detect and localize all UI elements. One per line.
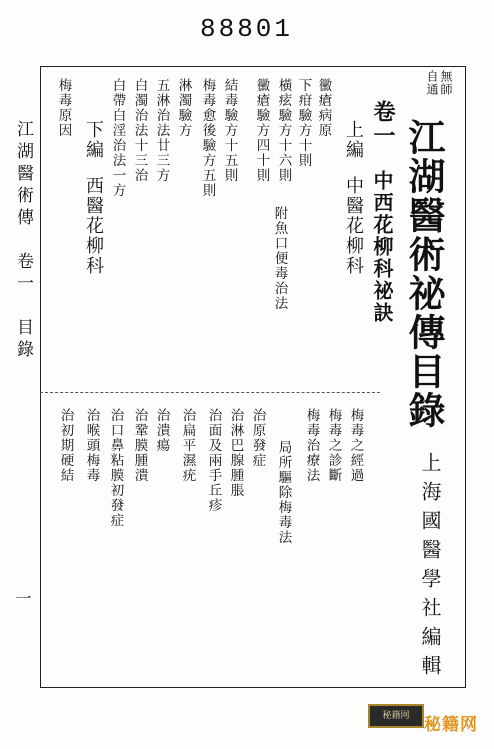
document-title: 江湖醫術祕傳目錄 xyxy=(402,118,446,430)
toc-item: 治扁平濕疣 xyxy=(179,408,196,483)
toc-item: 五淋治法廿三方 xyxy=(153,78,170,183)
upper-part-title: 中醫花柳科 xyxy=(343,176,364,276)
watermark: 秘籍网 xyxy=(424,715,478,735)
author-line1: 無師 xyxy=(439,70,453,96)
appendix-note: 附魚口便毒治法 xyxy=(271,206,288,311)
stamp-logo: 秘籍网 xyxy=(368,704,424,728)
page-number: 88801 xyxy=(200,14,294,44)
toc-item: 治口鼻粘膜初發症 xyxy=(107,408,124,528)
toc-item: 局所驅除梅毒法 xyxy=(275,440,292,545)
toc-item: 治潰瘍 xyxy=(153,408,170,453)
toc-item: 梅毒治療法 xyxy=(303,408,320,483)
toc-item: 治淋巴腺腫脹 xyxy=(227,408,244,498)
side-mark: 一 xyxy=(13,590,32,606)
toc-item: 梅毒之經過 xyxy=(347,408,364,483)
toc-item: 下疳驗方十則 xyxy=(295,78,312,168)
section-divider xyxy=(40,392,380,393)
toc-item: 黴瘡病原 xyxy=(315,78,332,138)
toc-item: 梅毒愈後驗方五則 xyxy=(199,78,216,198)
toc-item: 治原發症 xyxy=(249,408,266,468)
toc-item: 梅毒之診斷 xyxy=(325,408,342,483)
toc-item: 治面及兩手丘疹 xyxy=(205,408,222,513)
toc-item: 治喉頭梅毒 xyxy=(83,408,100,483)
upper-part-label: 上編 xyxy=(343,120,364,160)
lower-part-title: 西醫花柳科 xyxy=(83,176,104,276)
toc-item: 橫痃驗方十六則 xyxy=(275,78,292,183)
volume-label: 卷一 xyxy=(370,100,396,148)
toc-item: 治初期硬結 xyxy=(57,408,74,483)
author-line2: 自通 xyxy=(425,70,439,96)
toc-item: 梅毒原因 xyxy=(55,78,72,138)
volume-subtitle: 中西花柳科祕訣 xyxy=(370,170,394,324)
lower-part-label: 下編 xyxy=(83,120,104,160)
publisher: 上海國醫學社編輯 xyxy=(418,452,442,684)
toc-item: 白濁治法十三治 xyxy=(131,78,148,183)
toc-item: 結毒驗方十五則 xyxy=(221,78,238,183)
toc-item: 治鞏膜腫潰 xyxy=(131,408,148,483)
toc-item: 白帶白淫治法一方 xyxy=(109,78,126,198)
toc-item: 淋濁驗方 xyxy=(175,78,192,138)
toc-item: 黴瘡驗方四十則 xyxy=(253,78,270,183)
side-label: 江湖醫術傳 卷一 目錄 xyxy=(13,120,33,362)
